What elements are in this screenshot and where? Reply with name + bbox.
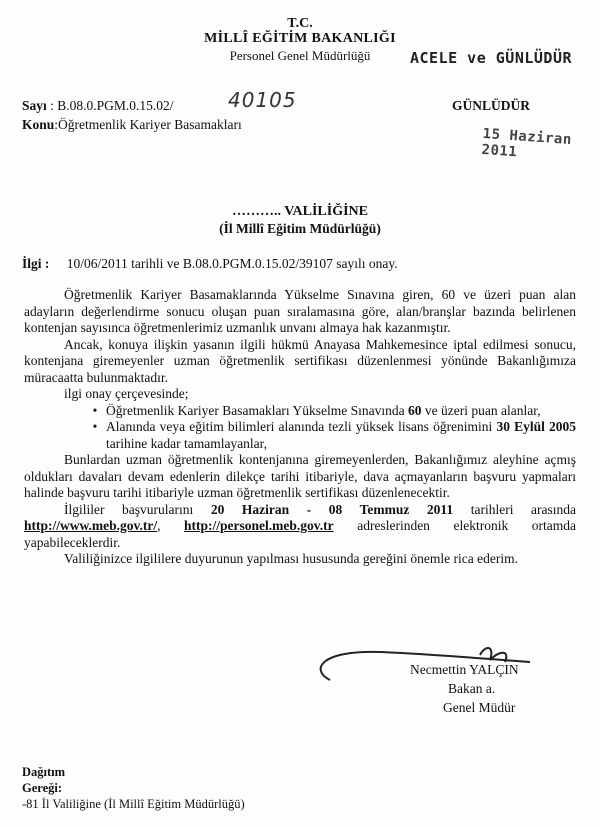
konu-value: :Öğretmenlik Kariyer Basamakları: [54, 117, 242, 132]
paragraph-2: Ancak, konuya ilişkin yasanın ilgili hükmü Anayasa Mahkemesince iptal edilmesi sonucu, kontenjana giremeyenler uzman öğretmenlik sertifikası düzenlenmesi yönünde Bakanlığımıza müracaatta bulunmaktadır.: [24, 336, 576, 385]
handwritten-number: 40105: [228, 88, 297, 112]
recipient-line1: ……….. VALİLİĞİNE: [231, 204, 369, 219]
sayi-label: Sayı: [22, 98, 47, 113]
header-tc: T.C.: [287, 16, 313, 31]
recipient-line2: (İl Millî Eğitim Müdürlüğü): [219, 221, 381, 236]
bullet-item: [84, 419, 576, 452]
konu-label: Konu: [22, 117, 55, 132]
paragraph-4: Bunlardan uzman öğretmenlik kontenjanına giremeyenlerden, Bakanlığımız aleyhine açmış oldukları davaları devam edenlerin dilekçe tarihi itibariyle, dava açmayanların başvuru yapmaları halinde başvuru tarihi itibariyle uzman öğretmenlik sertifikası düzenlenecektir.: [24, 452, 576, 500]
subject-line: [22, 117, 242, 133]
bullet-1-text: Öğretmenlik Kariyer Basamakları Yükselme Sınavında 60 ve üzeri puan alanlar,: [106, 402, 541, 418]
bullet-icon: •: [92, 402, 98, 418]
distribution-gereg-label: Gereği:: [22, 781, 63, 795]
signer-name: Necmettin YALÇIN: [410, 662, 519, 677]
meb-link[interactable]: http://www.meb.gov.tr/: [24, 518, 158, 533]
paragraph-3: ilgi onay çerçevesinde;: [64, 386, 189, 401]
signer-title-2: Genel Müdür: [443, 700, 516, 715]
daily-stamp: GÜNLÜDÜR: [452, 98, 531, 113]
paragraph-1: Öğretmenlik Kariyer Basamaklarında Yükselme Sınavına giren, 60 ve üzeri puan alan adayların değerlendirme sonucu oluşan puan sıralamasına göre, alan/branşlar bazında belirlenen kontenjan sayısınca öğretmenlerimiz uzmanlık unvanı almaya hak kazanmıştır.: [24, 287, 576, 335]
reference-number: [22, 98, 174, 114]
ilgi-label: İlgi :: [22, 256, 50, 271]
reference-line: [22, 256, 398, 272]
bullet-2-text: Alanında veya eğitim bilimleri alanında tezli yüksek lisans öğrenimini 30 Eylül 2005 tarihine kadar tamamlayanlar,: [106, 419, 577, 451]
personel-link[interactable]: http://personel.meb.gov.tr: [184, 518, 334, 533]
paragraph-5: İlgililer başvurularını 20 Haziran - 08 Temmuz 2011 tarihleri arasında http://www.meb.gov.tr/, http://personel.meb.gov.tr adreslerinden elektronik ortamda yapabileceklerdir.: [24, 501, 576, 550]
date-stamp: 15 Haziran 2011: [481, 125, 573, 161]
urgent-stamp: ACELE ve GÜNLÜDÜR: [410, 49, 573, 67]
signer-title-1: Bakan a.: [448, 681, 496, 696]
sayi-value: : B.08.0.PGM.0.15.02/: [50, 98, 174, 113]
bullet-item: [84, 403, 576, 420]
ilgi-value: 10/06/2011 tarihli ve B.08.0.PGM.0.15.02/39107 sayılı onay.: [66, 256, 398, 271]
document-body: [24, 287, 576, 568]
header-ministry: MİLLÎ EĞİTİM BAKANLIĞI: [204, 31, 396, 46]
distribution-item: -81 İl Valiliğine (İl Millî Eğitim Müdürlüğü): [22, 797, 245, 811]
distribution-label: Dağıtım: [22, 765, 66, 779]
paragraph-6: Valiliğinizce ilgililere duyurunun yapılması hususunda gereğini önemle rica ederim.: [64, 551, 518, 566]
bullet-icon: •: [92, 419, 98, 434]
header-department: Personel Genel Müdürlüğü: [229, 48, 371, 63]
